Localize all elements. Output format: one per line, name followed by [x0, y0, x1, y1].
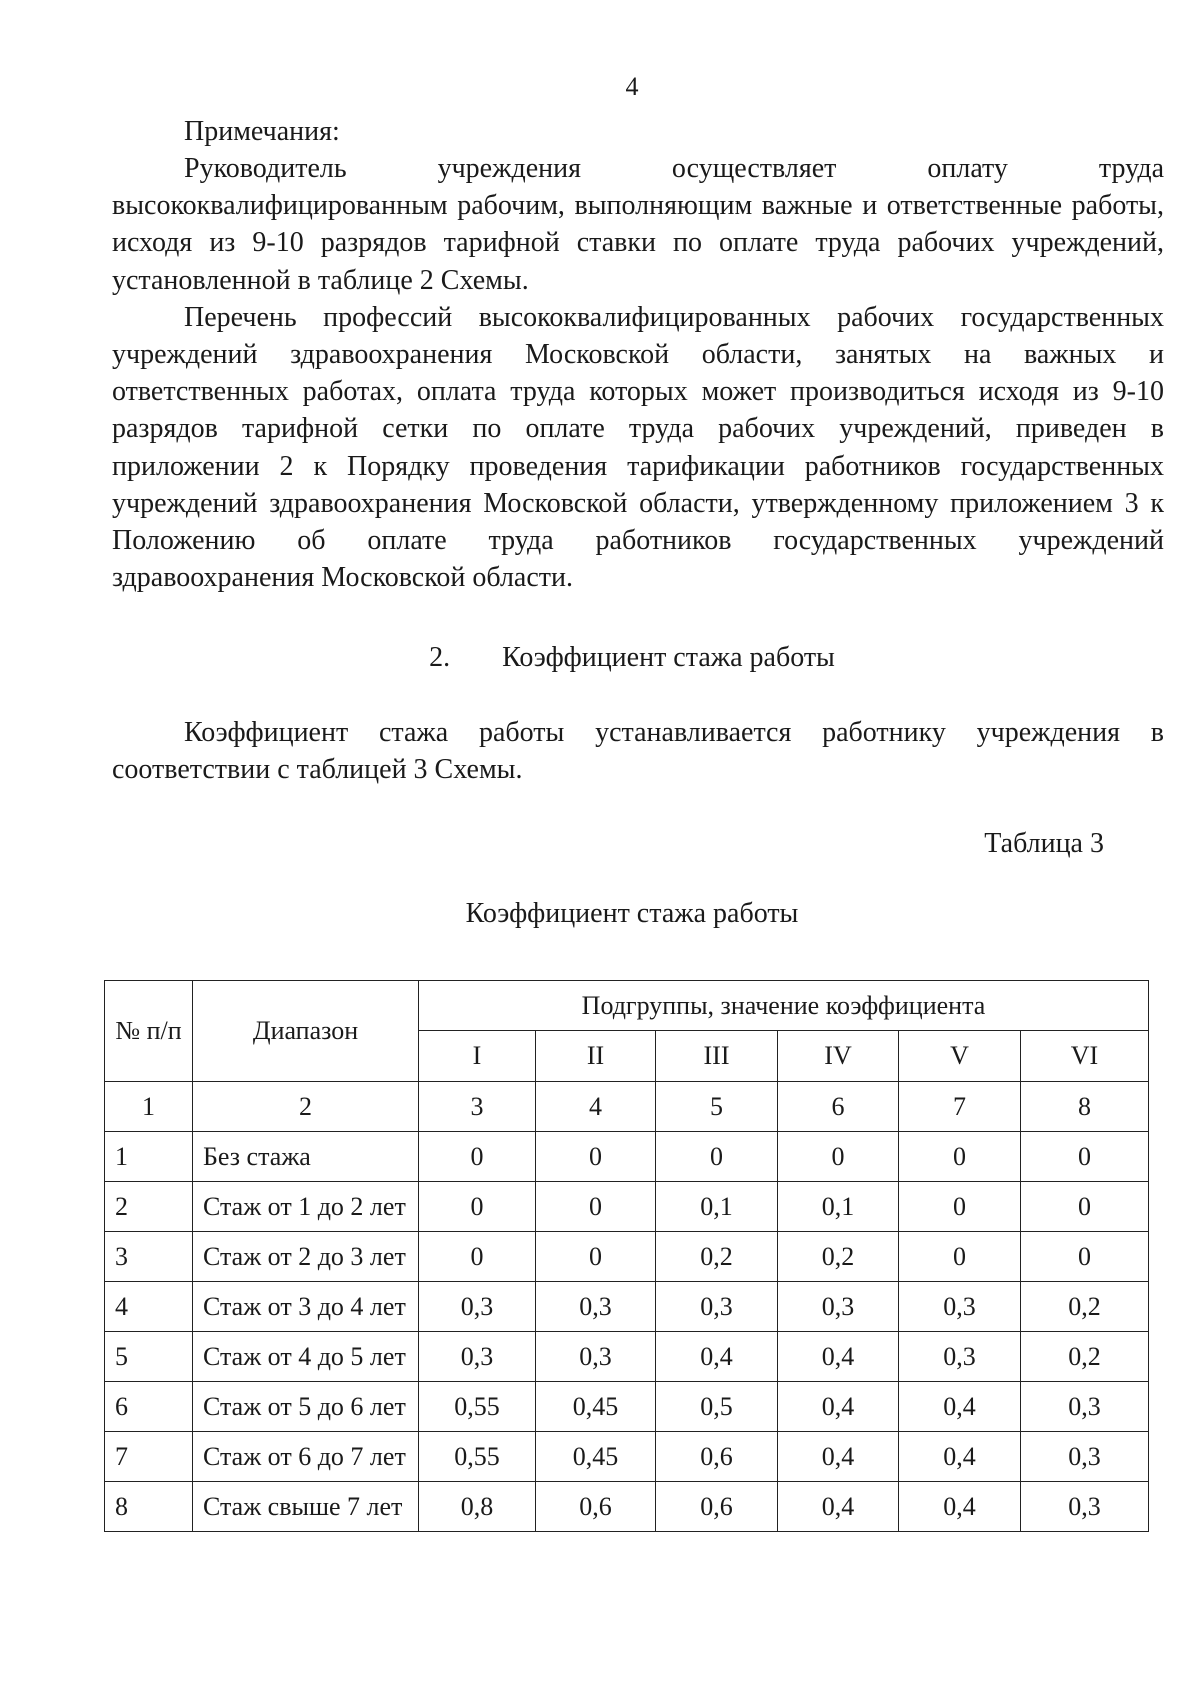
table-row — [105, 1282, 1149, 1332]
coefficient-cell: 0,3 — [536, 1282, 656, 1332]
header-subgroups: Подгруппы, значение коэффициента — [419, 981, 1149, 1031]
coefficient-cell: 0,4 — [778, 1332, 899, 1382]
coefficient-cell: 0 — [899, 1132, 1021, 1182]
coefficient-cell: 0,3 — [419, 1282, 536, 1332]
section-block — [112, 714, 1164, 788]
subgroup-header: V — [899, 1031, 1021, 1082]
coefficient-table — [104, 980, 1149, 1532]
table-row — [105, 1232, 1149, 1282]
coefficient-cell: 0,5 — [656, 1382, 778, 1432]
table-reference: Таблица 3 — [984, 828, 1104, 859]
coefficient-cell: 0,4 — [899, 1382, 1021, 1432]
range-cell: Стаж от 3 до 4 лет — [193, 1282, 419, 1332]
section-paragraph: Коэффициент стажа работы устанавливается работнику учреждения в соответствии с таблицей 3 Схемы. — [112, 717, 1164, 786]
coefficient-cell: 0,4 — [778, 1432, 899, 1482]
row-number-cell: 1 — [105, 1132, 193, 1182]
coefficient-cell: 0 — [656, 1132, 778, 1182]
coefficient-cell: 0,2 — [1021, 1282, 1149, 1332]
notes-paragraph: Руководитель учреждения осуществляет оплату труда высококвалифицированным рабочим, выполняющим важные и ответственные работы, исходя из 9-10 разрядов тарифной ставки по оплате труда рабочих учреждений, установленной в таблице 2 Схемы. — [112, 153, 1164, 296]
range-cell: Стаж от 5 до 6 лет — [193, 1382, 419, 1432]
coefficient-cell: 0,55 — [419, 1432, 536, 1482]
row-number-cell: 4 — [105, 1282, 193, 1332]
range-cell: Без стажа — [193, 1132, 419, 1182]
coefficient-cell: 0 — [778, 1132, 899, 1182]
column-number-cell: 1 — [105, 1082, 193, 1132]
coefficient-cell: 0 — [419, 1182, 536, 1232]
coefficient-cell: 0 — [1021, 1232, 1149, 1282]
column-number-cell: 8 — [1021, 1082, 1149, 1132]
coefficient-cell: 0,3 — [536, 1332, 656, 1382]
coefficient-cell: 0,4 — [778, 1482, 899, 1532]
coefficient-cell: 0,4 — [899, 1432, 1021, 1482]
header-range: Диапазон — [193, 981, 419, 1082]
row-number-cell: 3 — [105, 1232, 193, 1282]
row-number-cell: 8 — [105, 1482, 193, 1532]
subgroup-header: IV — [778, 1031, 899, 1082]
table-row — [105, 1482, 1149, 1532]
range-cell: Стаж от 6 до 7 лет — [193, 1432, 419, 1482]
coefficient-cell: 0,3 — [419, 1332, 536, 1382]
coefficient-cell: 0,6 — [656, 1432, 778, 1482]
table-row — [105, 1382, 1149, 1432]
table-row — [105, 1182, 1149, 1232]
coefficient-cell: 0,4 — [778, 1382, 899, 1432]
coefficient-cell: 0,3 — [778, 1282, 899, 1332]
table-caption: Коэффициент стажа работы — [465, 898, 799, 929]
coefficient-cell: 0,4 — [899, 1482, 1021, 1532]
subgroup-header: III — [656, 1031, 778, 1082]
table-row — [105, 1432, 1149, 1482]
coefficient-cell: 0 — [899, 1182, 1021, 1232]
coefficient-cell: 0,8 — [419, 1482, 536, 1532]
coefficient-cell: 0 — [419, 1232, 536, 1282]
notes-block — [112, 114, 1164, 596]
coefficient-cell: 0,55 — [419, 1382, 536, 1432]
page-number: 4 — [625, 72, 639, 101]
coefficient-cell: 0,6 — [656, 1482, 778, 1532]
column-number-cell: 5 — [656, 1082, 778, 1132]
range-cell: Стаж от 1 до 2 лет — [193, 1182, 419, 1232]
coefficient-cell: 0,3 — [1021, 1482, 1149, 1532]
table-row — [105, 1332, 1149, 1382]
header-number: № п/п — [105, 981, 193, 1082]
coefficient-cell: 0,3 — [1021, 1382, 1149, 1432]
coefficient-cell: 0,1 — [656, 1182, 778, 1232]
notes-title: Примечания: — [184, 116, 340, 147]
coefficient-cell: 0,3 — [656, 1282, 778, 1332]
column-number-cell: 3 — [419, 1082, 536, 1132]
coefficient-cell: 0,2 — [1021, 1332, 1149, 1382]
coefficient-cell: 0,6 — [536, 1482, 656, 1532]
row-number-cell: 7 — [105, 1432, 193, 1482]
table-row — [105, 1132, 1149, 1182]
section-number: 2. — [429, 642, 451, 673]
column-number-cell: 4 — [536, 1082, 656, 1132]
column-number-cell: 7 — [899, 1082, 1021, 1132]
coefficient-cell: 0,45 — [536, 1382, 656, 1432]
range-cell: Стаж свыше 7 лет — [193, 1482, 419, 1532]
coefficient-cell: 0 — [536, 1182, 656, 1232]
row-number-cell: 2 — [105, 1182, 193, 1232]
coefficient-cell: 0 — [899, 1232, 1021, 1282]
coefficient-cell: 0,4 — [656, 1332, 778, 1382]
coefficient-cell: 0 — [1021, 1132, 1149, 1182]
coefficient-cell: 0,45 — [536, 1432, 656, 1482]
range-cell: Стаж от 2 до 3 лет — [193, 1232, 419, 1282]
column-number-cell: 2 — [193, 1082, 419, 1132]
coefficient-cell: 0,3 — [899, 1332, 1021, 1382]
section-heading — [0, 642, 1200, 674]
coefficient-cell: 0,1 — [778, 1182, 899, 1232]
coefficient-cell: 0,2 — [778, 1232, 899, 1282]
coefficient-cell: 0 — [536, 1132, 656, 1182]
subgroup-header: II — [536, 1031, 656, 1082]
notes-paragraph: Перечень профессий высококвалифицированных рабочих государственных учреждений здравоохранения Московской области, занятых на важных и ответственных работах, оплата труда которых может производиться исходя из 9-10 разрядов тарифной сетки по оплате труда рабочих учреждений, приведен в приложении 2 к Порядку проведения тарификации работников государственных учреждений здравоохранения Московской области, утвержденному приложением 3 к Положению об оплате труда работников государственных учреждений здравоохранения Московской области. — [112, 301, 1164, 594]
subgroup-header: I — [419, 1031, 536, 1082]
coefficient-cell: 0 — [419, 1132, 536, 1182]
range-cell: Стаж от 4 до 5 лет — [193, 1332, 419, 1382]
column-number-cell: 6 — [778, 1082, 899, 1132]
coefficient-cell: 0,3 — [899, 1282, 1021, 1332]
coefficient-cell: 0 — [1021, 1182, 1149, 1232]
coefficient-cell: 0,3 — [1021, 1432, 1149, 1482]
coefficient-cell: 0,2 — [656, 1232, 778, 1282]
row-number-cell: 6 — [105, 1382, 193, 1432]
coefficient-cell: 0 — [536, 1232, 656, 1282]
column-number-row — [105, 1082, 1149, 1132]
table-body — [105, 1082, 1149, 1532]
subgroup-header: VI — [1021, 1031, 1149, 1082]
section-title: Коэффициент стажа работы — [502, 642, 835, 673]
row-number-cell: 5 — [105, 1332, 193, 1382]
